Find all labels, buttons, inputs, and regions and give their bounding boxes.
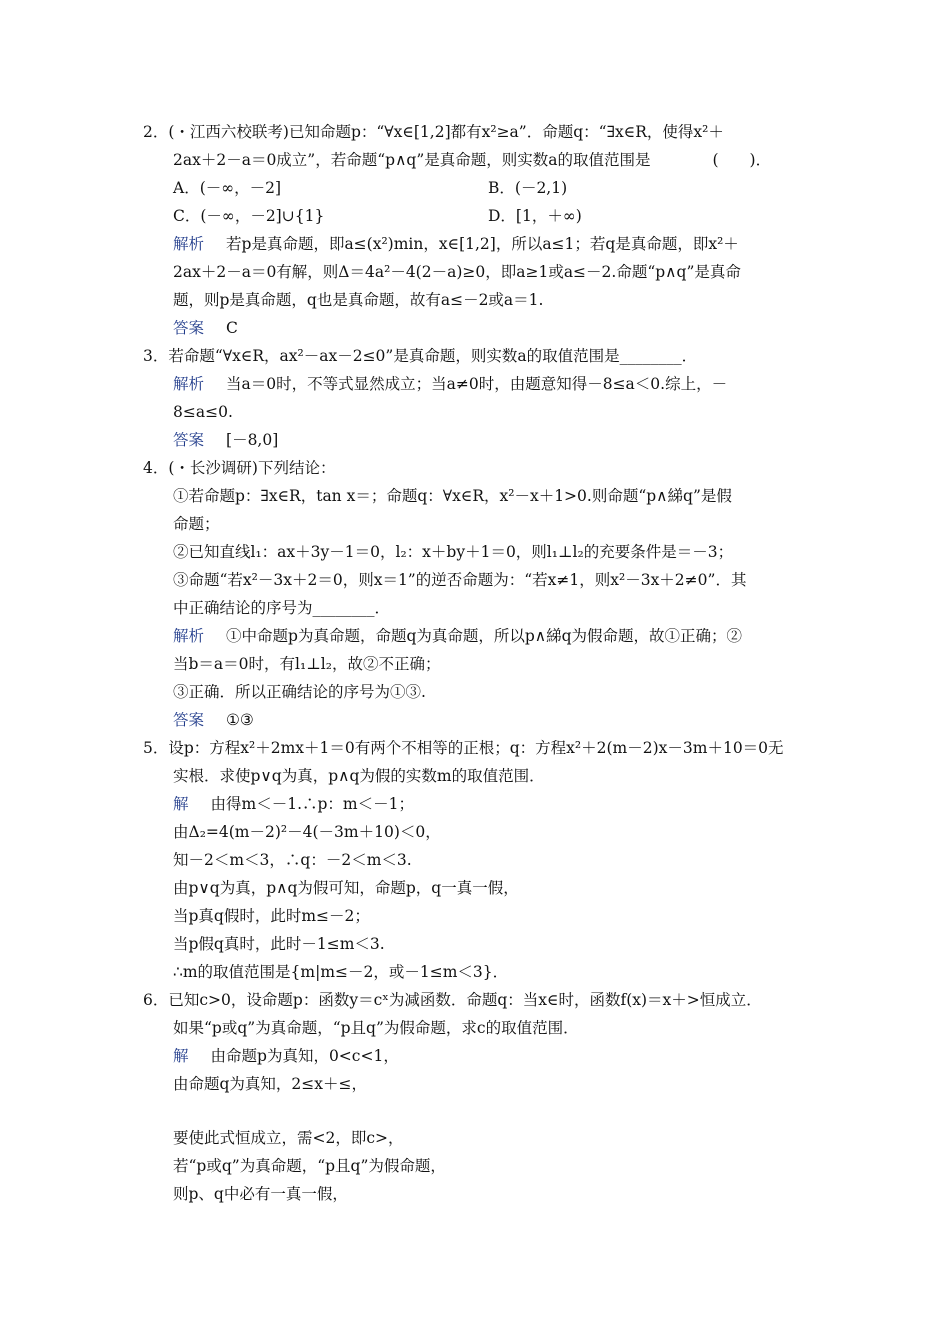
solution-line (173, 906, 370, 926)
solution-line (173, 962, 508, 982)
solution-text: 2ax＋2－a＝0有解，则Δ＝4a²－4(2－a)≥0，即a≥1或a≤－2.命题“p∧q”是真命 (173, 263, 741, 281)
problem-text-line: ②已知直线l₁：ax＋3y－1＝0，l₂：x＋by＋1＝0，则l₁⊥l₂的充要条件是＝－3； (173, 543, 734, 561)
answer-line (173, 430, 278, 450)
solution-line (173, 1074, 367, 1094)
solution-label: 解析 (173, 627, 205, 645)
answer-value: C (226, 319, 238, 337)
solution-text: 题，则p是真命题，q也是真命题，故有a≤－2或a＝1. (173, 291, 544, 309)
solution-line (173, 1156, 446, 1176)
problem-text-line: 6．已知c>0，设命题p：函数y＝cˣ为减函数．命题q：当x∈时，函数f(x)＝x＋>恒成立． (143, 991, 762, 1009)
solution-line (173, 822, 441, 842)
option-choice: C．(－∞，－2]∪{1} (173, 207, 325, 225)
solution-label: 解 (173, 1047, 189, 1065)
problem-text-line: 命题； (173, 515, 220, 533)
solution-line (173, 878, 519, 898)
solution-label: 解析 (173, 375, 205, 393)
solution-text: 由命题p为真知，0<c<1， (210, 1047, 399, 1065)
solution-text: ∴m的取值范围是{m|m≤－2，或－1≤m＜3}． (173, 963, 509, 981)
solution-text: 由Δ₂=4(m－2)²－4(－3m＋10)＜0， (173, 823, 441, 841)
solution-line (173, 654, 440, 674)
solution-line (173, 934, 385, 954)
problem-text-line: ③命题“若x²－3x＋2＝0，则x＝1”的逆否命题为：“若x≠1，则x²－3x＋2≠0”．其 (173, 571, 747, 589)
solution-line (173, 626, 742, 646)
solution-text: 当b＝a＝0时，有l₁⊥l₂，故②不正确； (173, 655, 441, 673)
solution-label: 解析 (173, 235, 205, 253)
option-choice: B．(－2,1) (488, 179, 568, 197)
problem-text-line: 5．设p：方程x²＋2mx＋1＝0有两个不相等的正根；q：方程x²＋2(m－2)x－3m＋10＝0无 (143, 739, 784, 757)
solution-text: 知－2＜m＜3，∴q：－2＜m＜3. (173, 851, 412, 869)
option-choice: A．(－∞，－2] (173, 179, 282, 197)
solution-line (173, 374, 727, 394)
solution-text: 8≤a≤0. (173, 403, 233, 421)
solution-line (173, 290, 543, 310)
solution-text: 则p、q中必有一真一假， (173, 1185, 348, 1203)
solution-text: ①中命题p为真命题，命题q为真命题，所以p∧綈q为假命题，故①正确；② (226, 627, 743, 645)
solution-line (173, 1128, 404, 1148)
problem-text-line: ①若命题p：∃x∈R，tan x＝；命题q：∀x∈R，x²－x＋1>0.则命题“p∧綈q”是假 (173, 487, 732, 505)
solution-text: 要使此式恒成立，需<2，即c>， (173, 1129, 404, 1147)
solution-line (173, 234, 739, 254)
solution-text: 由命题q为真知，2≤x＋≤， (173, 1075, 368, 1093)
solution-label: 解 (173, 795, 189, 813)
solution-line (173, 1184, 348, 1204)
solution-text: 由得m＜－1.∴p：m＜－1； (210, 795, 414, 813)
answer-label: 答案 (173, 431, 205, 449)
problem-text-line: 2ax＋2－a＝0成立”，若命题“p∧q”是真命题，则实数a的取值范围是 ( )． (173, 151, 772, 169)
option-choice: D．[1，＋∞) (488, 207, 582, 225)
solution-text: 当a＝0时，不等式显然成立；当a≠0时，由题意知得－8≤a＜0.综上，－ (226, 375, 728, 393)
problem-text-line: 4．(・长沙调研)下列结论： (143, 459, 336, 477)
answer-line (173, 318, 238, 338)
solution-text: 当p真q假时，此时m≤－2； (173, 907, 370, 925)
problem-text-line: 中正确结论的序号为________． (173, 599, 391, 617)
solution-text: ③正确．所以正确结论的序号为①③. (173, 683, 426, 701)
solution-text: 由p∨q为真，p∧q为假可知，命题p，q一真一假， (173, 879, 519, 897)
solution-line (173, 850, 412, 870)
answer-label: 答案 (173, 711, 205, 729)
answer-line (173, 710, 254, 730)
problem-text-line: 3．若命题“∀x∈R，ax²－ax－2≤0”是真命题，则实数a的取值范围是________． (143, 347, 698, 365)
solution-text: 若p是真命题，即a≤(x²)min，x∈[1,2]，所以a≤1；若q是真命题，即x²＋ (226, 235, 739, 253)
solution-text: 当p假q真时，此时－1≤m＜3. (173, 935, 385, 953)
problem-text-line: 2．(・江西六校联考)已知命题p：“∀x∈[1,2]都有x²≥a”．命题q：“∃x∈R，使得x²＋ (143, 123, 724, 141)
answer-value: ①③ (226, 711, 254, 729)
answer-value: [－8,0] (226, 431, 279, 449)
problem-text-line: 如果“p或q”为真命题，“p且q”为假命题，求c的取值范围． (173, 1019, 579, 1037)
solution-line (173, 402, 233, 422)
solution-line (173, 682, 426, 702)
answer-label: 答案 (173, 319, 205, 337)
solution-text: 若“p或q”为真命题，“p且q”为假命题， (173, 1157, 446, 1175)
solution-line (173, 262, 741, 282)
solution-line (173, 1046, 399, 1066)
solution-line (173, 794, 414, 814)
problem-text-line: 实根．求使p∨q为真，p∧q为假的实数m的取值范围． (173, 767, 545, 785)
